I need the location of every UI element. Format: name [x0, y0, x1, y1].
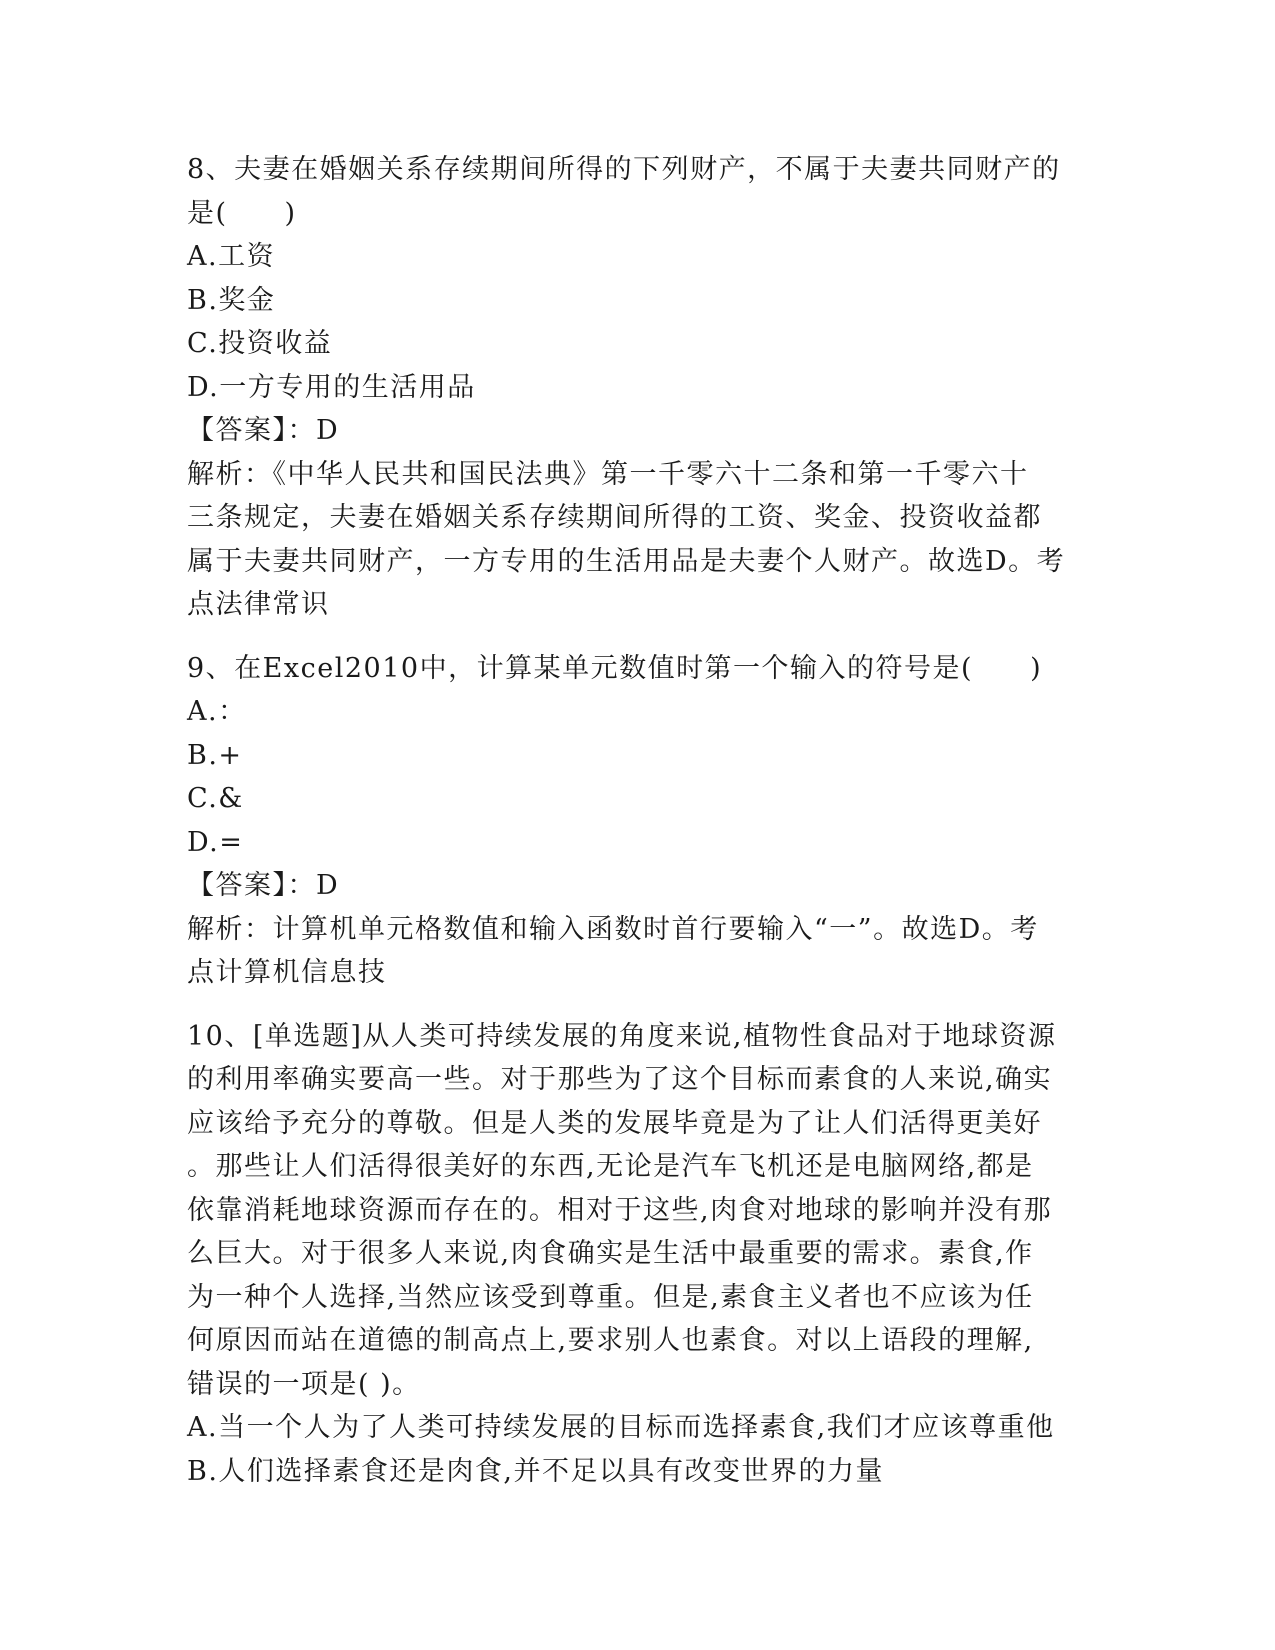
question-8-stem-line-2: 是( )	[187, 197, 297, 229]
question-9-answer: 【答案】：D	[187, 870, 340, 901]
question-8	[187, 148, 1087, 627]
question-10-stem-line-5: 依靠消耗地球资源而存在的。相对于这些,肉食对地球的影响并没有那	[187, 1194, 1053, 1226]
spacer	[187, 627, 1087, 647]
question-9-analysis-line-2: 点计算机信息技	[187, 957, 387, 988]
question-9-option-c: C.&	[187, 783, 244, 814]
question-8-analysis-line-3: 属于夫妻共同财产，一方专用的生活用品是夫妻个人财产。故选D。考	[187, 545, 1066, 577]
question-9-option-b: B.+	[187, 739, 243, 771]
question-8-analysis-line-4: 点法律常识	[187, 589, 330, 620]
question-10-option-b: B.人们选择素食还是肉食,并不足以具有改变世界的力量	[187, 1455, 885, 1487]
question-10-stem-line-4: 。那些让人们活得很美好的东西,无论是汽车飞机还是电脑网络,都是	[187, 1151, 1034, 1182]
question-8-option-c: C.投资收益	[187, 328, 333, 359]
question-10	[187, 1015, 1087, 1494]
question-8-option-d: D.一方专用的生活用品	[187, 371, 476, 403]
question-10-stem-line-1: 10、[单选题]从人类可持续发展的角度来说,植物性食品对于地球资源	[187, 1020, 1057, 1052]
question-10-stem-line-7: 为一种个人选择,当然应该受到尊重。但是,素食主义者也不应该为任	[187, 1281, 1034, 1313]
question-10-stem-line-3: 应该给予充分的尊敬。但是人类的发展毕竟是为了让人们活得更美好	[187, 1107, 1042, 1139]
question-8-analysis-line-1: 解析：《中华人民共和国民法典》第一千零六十二条和第一千零六十	[187, 458, 1029, 490]
question-10-stem-line-9: 错误的一项是( )。	[187, 1368, 421, 1400]
question-8-option-b: B.奖金	[187, 284, 276, 316]
question-8-answer: 【答案】：D	[187, 415, 340, 446]
document-page	[187, 148, 1087, 1493]
question-9-option-d: D.=	[187, 826, 244, 858]
question-8-option-a: A.工资	[187, 241, 276, 272]
question-8-analysis-line-2: 三条规定，夫妻在婚姻关系存续期间所得的工资、奖金、投资收益都	[187, 502, 1042, 533]
question-10-option-a: A.当一个人为了人类可持续发展的目标而选择素食,我们才应该尊重他	[187, 1412, 1055, 1443]
spacer	[187, 995, 1087, 1015]
question-10-stem-line-8: 何原因而站在道德的制高点上,要求别人也素食。对以上语段的理解,	[187, 1325, 1034, 1356]
question-10-stem-line-6: 么巨大。对于很多人来说,肉食确实是生活中最重要的需求。素食,作	[187, 1238, 1034, 1269]
question-9-stem-line-1: 9、在Excel2010中，计算某单元数值时第一个输入的符号是( )	[187, 652, 1043, 684]
question-9-analysis-line-1: 解析：计算机单元格数值和输入函数时首行要输入“一”。故选D。考	[187, 913, 1039, 945]
question-9	[187, 647, 1087, 995]
question-10-stem-line-2: 的利用率确实要高一些。对于那些为了这个目标而素食的人来说,确实	[187, 1064, 1053, 1095]
question-8-stem-line-1: 8、夫妻在婚姻关系存续期间所得的下列财产，不属于夫妻共同财产的	[187, 154, 1061, 185]
question-9-option-a: A.：	[187, 696, 247, 727]
